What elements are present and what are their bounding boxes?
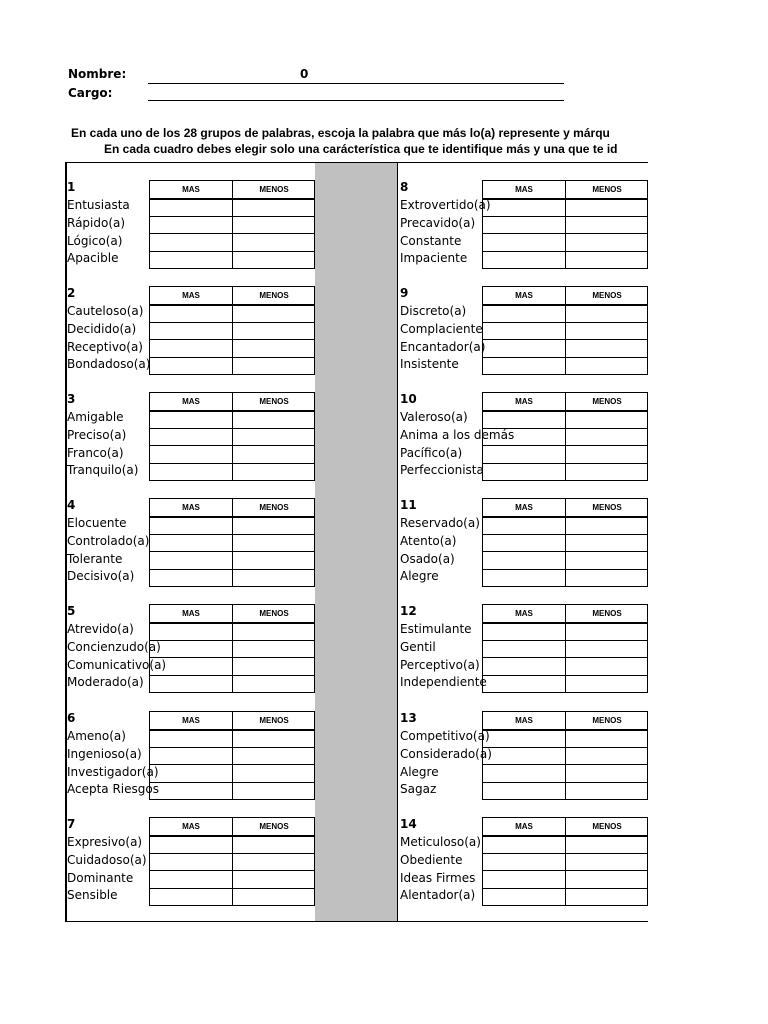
word-group-2 bbox=[67, 268, 317, 376]
mas-cell-4[interactable] bbox=[150, 783, 231, 799]
menos-cell-3[interactable] bbox=[233, 446, 314, 462]
word-option: Sagaz bbox=[400, 782, 437, 796]
answer-grid bbox=[482, 711, 648, 800]
menos-cell-2[interactable] bbox=[233, 854, 314, 870]
mas-cell-3[interactable] bbox=[150, 340, 231, 356]
mas-cell-3[interactable] bbox=[150, 234, 231, 250]
word-group-3 bbox=[67, 374, 317, 482]
word-group-4 bbox=[67, 480, 317, 588]
menos-header: MENOS bbox=[259, 609, 289, 618]
word-group-12 bbox=[400, 586, 650, 694]
word-option: Cauteloso(a) bbox=[67, 304, 144, 318]
mas-cell-1[interactable] bbox=[150, 412, 231, 428]
menos-cell-2[interactable] bbox=[566, 641, 647, 657]
word-option: Lógico(a) bbox=[67, 234, 123, 248]
menos-cell-2[interactable] bbox=[233, 641, 314, 657]
word-option: Decisivo(a) bbox=[67, 569, 135, 583]
menos-header: MENOS bbox=[259, 291, 289, 300]
menos-cell-3[interactable] bbox=[233, 552, 314, 568]
menos-cell-4[interactable] bbox=[233, 889, 314, 905]
word-option: Considerado(a) bbox=[400, 747, 492, 761]
group-number: 3 bbox=[67, 392, 76, 406]
word-option: Impaciente bbox=[400, 251, 468, 265]
word-option: Amigable bbox=[67, 410, 124, 424]
word-option: Apacible bbox=[67, 251, 119, 265]
group-number: 12 bbox=[400, 604, 417, 618]
menos-cell-3[interactable] bbox=[566, 446, 647, 462]
word-option: Perceptivo(a) bbox=[400, 658, 480, 672]
mas-header: MAS bbox=[182, 503, 200, 512]
menos-cell-4[interactable] bbox=[233, 252, 314, 268]
instructions-line-2: En cada cuadro debes elegir solo una carácterística que te identifique más y una que te id bbox=[104, 142, 618, 156]
mas-cell-1[interactable] bbox=[150, 624, 231, 640]
group-number: 14 bbox=[400, 817, 417, 831]
menos-cell-4[interactable] bbox=[566, 783, 647, 799]
word-option: Receptivo(a) bbox=[67, 340, 143, 354]
word-option: Insistente bbox=[400, 357, 459, 371]
menos-header: MENOS bbox=[592, 503, 622, 512]
answer-grid bbox=[149, 817, 315, 906]
word-option: Elocuente bbox=[67, 516, 127, 530]
mas-cell-1[interactable] bbox=[150, 200, 231, 216]
menos-cell-3[interactable] bbox=[233, 871, 314, 887]
word-option: Tolerante bbox=[67, 552, 123, 566]
mas-cell-4[interactable] bbox=[483, 570, 564, 586]
mas-cell-1[interactable] bbox=[483, 837, 564, 853]
menos-cell-1[interactable] bbox=[566, 837, 647, 853]
mas-cell-3[interactable] bbox=[150, 446, 231, 462]
mas-header: MAS bbox=[515, 503, 533, 512]
menos-cell-2[interactable] bbox=[233, 748, 314, 764]
menos-cell-2[interactable] bbox=[566, 429, 647, 445]
menos-cell-1[interactable] bbox=[566, 624, 647, 640]
mas-cell-4[interactable] bbox=[150, 570, 231, 586]
mas-cell-4[interactable] bbox=[483, 889, 564, 905]
word-group-10 bbox=[400, 374, 650, 482]
menos-cell-4[interactable] bbox=[233, 464, 314, 480]
menos-cell-4[interactable] bbox=[233, 676, 314, 692]
mas-cell-2[interactable] bbox=[483, 535, 564, 551]
menos-cell-3[interactable] bbox=[233, 658, 314, 674]
group-number: 4 bbox=[67, 498, 76, 512]
mas-cell-2[interactable] bbox=[150, 323, 231, 339]
menos-cell-1[interactable] bbox=[566, 731, 647, 747]
word-option: Estimulante bbox=[400, 622, 472, 636]
word-option: Alegre bbox=[400, 765, 439, 779]
group-number: 8 bbox=[400, 180, 409, 194]
group-number: 9 bbox=[400, 286, 409, 300]
mas-cell-4[interactable] bbox=[483, 464, 564, 480]
word-group-13 bbox=[400, 693, 650, 801]
menos-header: MENOS bbox=[259, 716, 289, 725]
menos-header: MENOS bbox=[259, 822, 289, 831]
group-number: 6 bbox=[67, 711, 76, 725]
mas-cell-2[interactable] bbox=[150, 748, 231, 764]
word-option: Extrovertido(a) bbox=[400, 198, 491, 212]
answer-grid bbox=[482, 180, 648, 269]
word-option: Gentil bbox=[400, 640, 436, 654]
word-option: Reservado(a) bbox=[400, 516, 480, 530]
menos-cell-1[interactable] bbox=[233, 200, 314, 216]
answer-grid bbox=[482, 604, 648, 693]
word-option: Ideas Firmes bbox=[400, 871, 476, 885]
menos-cell-2[interactable] bbox=[233, 429, 314, 445]
menos-cell-1[interactable] bbox=[233, 837, 314, 853]
word-group-14 bbox=[400, 799, 650, 907]
menos-cell-4[interactable] bbox=[233, 570, 314, 586]
menos-cell-3[interactable] bbox=[566, 552, 647, 568]
menos-cell-2[interactable] bbox=[566, 748, 647, 764]
menos-cell-1[interactable] bbox=[233, 624, 314, 640]
menos-cell-4[interactable] bbox=[566, 464, 647, 480]
answer-grid bbox=[149, 286, 315, 375]
word-option: Pacífico(a) bbox=[400, 446, 463, 460]
word-option: Atento(a) bbox=[400, 534, 457, 548]
answer-grid bbox=[482, 286, 648, 375]
menos-cell-1[interactable] bbox=[233, 518, 314, 534]
word-option: Osado(a) bbox=[400, 552, 455, 566]
cargo-label: Cargo: bbox=[68, 86, 113, 100]
mas-cell-3[interactable] bbox=[483, 340, 564, 356]
mas-header: MAS bbox=[515, 291, 533, 300]
answer-grid bbox=[149, 711, 315, 800]
word-option: Obediente bbox=[400, 853, 463, 867]
menos-header: MENOS bbox=[592, 822, 622, 831]
menos-cell-2[interactable] bbox=[233, 217, 314, 233]
word-group-5 bbox=[67, 586, 317, 694]
menos-cell-3[interactable] bbox=[233, 234, 314, 250]
word-option: Concienzudo(a) bbox=[67, 640, 161, 654]
word-option: Constante bbox=[400, 234, 462, 248]
menos-cell-3[interactable] bbox=[566, 658, 647, 674]
word-option: Dominante bbox=[67, 871, 134, 885]
word-option: Ingenioso(a) bbox=[67, 747, 142, 761]
mas-cell-3[interactable] bbox=[483, 552, 564, 568]
word-option: Decidido(a) bbox=[67, 322, 137, 336]
mas-cell-3[interactable] bbox=[483, 234, 564, 250]
menos-cell-3[interactable] bbox=[566, 871, 647, 887]
word-option: Alentador(a) bbox=[400, 888, 476, 902]
word-option: Rápido(a) bbox=[67, 216, 126, 230]
group-number: 11 bbox=[400, 498, 417, 512]
word-group-6 bbox=[67, 693, 317, 801]
mas-cell-3[interactable] bbox=[483, 446, 564, 462]
word-option: Discreto(a) bbox=[400, 304, 467, 318]
mas-cell-4[interactable] bbox=[483, 783, 564, 799]
nombre-value: 0 bbox=[300, 67, 309, 81]
menos-cell-3[interactable] bbox=[566, 765, 647, 781]
menos-cell-2[interactable] bbox=[566, 535, 647, 551]
group-number: 1 bbox=[67, 180, 76, 194]
word-option: Encantador(a) bbox=[400, 340, 486, 354]
mas-cell-4[interactable] bbox=[483, 358, 564, 374]
word-option: Competitivo(a) bbox=[400, 729, 490, 743]
mas-cell-1[interactable] bbox=[150, 306, 231, 322]
menos-cell-2[interactable] bbox=[233, 535, 314, 551]
nombre-line[interactable] bbox=[148, 83, 564, 84]
mas-cell-3[interactable] bbox=[150, 765, 231, 781]
answer-grid bbox=[149, 498, 315, 587]
group-number: 5 bbox=[67, 604, 76, 618]
nombre-label: Nombre: bbox=[68, 67, 127, 81]
menos-cell-4[interactable] bbox=[566, 570, 647, 586]
instructions-line-1: En cada uno de los 28 grupos de palabras, escoja la palabra que más lo(a) represente y márqu bbox=[71, 126, 610, 140]
menos-cell-1[interactable] bbox=[233, 412, 314, 428]
word-option: Precavido(a) bbox=[400, 216, 476, 230]
mas-cell-3[interactable] bbox=[483, 658, 564, 674]
menos-header: MENOS bbox=[259, 397, 289, 406]
mas-cell-1[interactable] bbox=[483, 306, 564, 322]
menos-cell-1[interactable] bbox=[233, 731, 314, 747]
mas-header: MAS bbox=[182, 291, 200, 300]
word-option: Acepta Riesgos bbox=[67, 782, 159, 796]
menos-cell-3[interactable] bbox=[566, 234, 647, 250]
word-option: Perfeccionista bbox=[400, 463, 484, 477]
menos-cell-1[interactable] bbox=[566, 200, 647, 216]
mas-cell-2[interactable] bbox=[150, 429, 231, 445]
answer-grid bbox=[149, 392, 315, 481]
menos-cell-4[interactable] bbox=[233, 783, 314, 799]
menos-cell-2[interactable] bbox=[233, 323, 314, 339]
menos-header: MENOS bbox=[592, 185, 622, 194]
mas-cell-4[interactable] bbox=[150, 358, 231, 374]
mas-cell-2[interactable] bbox=[150, 217, 231, 233]
menos-cell-2[interactable] bbox=[566, 323, 647, 339]
mas-cell-1[interactable] bbox=[150, 837, 231, 853]
word-option: Preciso(a) bbox=[67, 428, 127, 442]
menos-cell-2[interactable] bbox=[566, 217, 647, 233]
word-option: Atrevido(a) bbox=[67, 622, 134, 636]
group-number: 2 bbox=[67, 286, 76, 300]
mas-cell-4[interactable] bbox=[483, 252, 564, 268]
cargo-line[interactable] bbox=[148, 100, 564, 101]
word-group-7 bbox=[67, 799, 317, 907]
mas-cell-1[interactable] bbox=[483, 200, 564, 216]
word-option: Alegre bbox=[400, 569, 439, 583]
mas-cell-4[interactable] bbox=[150, 676, 231, 692]
menos-cell-1[interactable] bbox=[566, 412, 647, 428]
mas-header: MAS bbox=[182, 185, 200, 194]
word-option: Independiente bbox=[400, 675, 487, 689]
mas-cell-4[interactable] bbox=[150, 252, 231, 268]
mas-cell-1[interactable] bbox=[483, 518, 564, 534]
mas-cell-1[interactable] bbox=[483, 624, 564, 640]
mas-cell-1[interactable] bbox=[483, 412, 564, 428]
word-option: Expresivo(a) bbox=[67, 835, 143, 849]
mas-header: MAS bbox=[182, 397, 200, 406]
word-group-8 bbox=[400, 162, 650, 270]
word-option: Comunicativo(a) bbox=[67, 658, 167, 672]
mas-header: MAS bbox=[182, 716, 200, 725]
menos-header: MENOS bbox=[592, 291, 622, 300]
word-option: Tranquilo(a) bbox=[67, 463, 139, 477]
group-number: 7 bbox=[67, 817, 76, 831]
mas-cell-3[interactable] bbox=[150, 871, 231, 887]
word-option: Bondadoso(a) bbox=[67, 357, 151, 371]
mas-header: MAS bbox=[515, 609, 533, 618]
mas-header: MAS bbox=[182, 609, 200, 618]
menos-cell-2[interactable] bbox=[566, 854, 647, 870]
word-option: Meticuloso(a) bbox=[400, 835, 481, 849]
word-option: Ameno(a) bbox=[67, 729, 126, 743]
menos-cell-1[interactable] bbox=[566, 306, 647, 322]
answer-grid bbox=[149, 604, 315, 693]
mas-cell-3[interactable] bbox=[150, 552, 231, 568]
mas-cell-2[interactable] bbox=[150, 535, 231, 551]
mas-cell-1[interactable] bbox=[150, 518, 231, 534]
mas-header: MAS bbox=[515, 185, 533, 194]
mas-cell-2[interactable] bbox=[483, 641, 564, 657]
mas-header: MAS bbox=[515, 716, 533, 725]
word-option: Valeroso(a) bbox=[400, 410, 468, 424]
answer-grid bbox=[482, 817, 648, 906]
mas-header: MAS bbox=[182, 822, 200, 831]
menos-cell-1[interactable] bbox=[566, 518, 647, 534]
menos-cell-4[interactable] bbox=[566, 252, 647, 268]
mas-cell-2[interactable] bbox=[483, 217, 564, 233]
mas-cell-3[interactable] bbox=[483, 871, 564, 887]
word-option: Moderado(a) bbox=[67, 675, 144, 689]
mas-cell-2[interactable] bbox=[150, 641, 231, 657]
menos-cell-1[interactable] bbox=[233, 306, 314, 322]
word-option: Investigador(a) bbox=[67, 765, 159, 779]
word-option: Complaciente bbox=[400, 322, 483, 336]
mas-header: MAS bbox=[515, 397, 533, 406]
mas-cell-2[interactable] bbox=[483, 748, 564, 764]
menos-cell-3[interactable] bbox=[233, 765, 314, 781]
menos-header: MENOS bbox=[592, 397, 622, 406]
mas-cell-4[interactable] bbox=[150, 889, 231, 905]
menos-cell-3[interactable] bbox=[233, 340, 314, 356]
mas-cell-1[interactable] bbox=[150, 731, 231, 747]
word-option: Sensible bbox=[67, 888, 118, 902]
mas-header: MAS bbox=[515, 822, 533, 831]
answer-grid bbox=[482, 498, 648, 587]
word-group-1 bbox=[67, 162, 317, 270]
menos-cell-4[interactable] bbox=[566, 889, 647, 905]
separator-column bbox=[315, 163, 398, 921]
menos-header: MENOS bbox=[259, 185, 289, 194]
mas-cell-2[interactable] bbox=[150, 854, 231, 870]
answer-grid bbox=[149, 180, 315, 269]
mas-cell-2[interactable] bbox=[483, 854, 564, 870]
menos-cell-4[interactable] bbox=[233, 358, 314, 374]
word-group-11 bbox=[400, 480, 650, 588]
menos-cell-4[interactable] bbox=[566, 358, 647, 374]
mas-cell-3[interactable] bbox=[483, 765, 564, 781]
menos-header: MENOS bbox=[592, 609, 622, 618]
group-number: 13 bbox=[400, 711, 417, 725]
mas-cell-4[interactable] bbox=[150, 464, 231, 480]
menos-cell-4[interactable] bbox=[566, 676, 647, 692]
word-option: Franco(a) bbox=[67, 446, 124, 460]
word-option: Anima a los demás bbox=[400, 428, 515, 442]
word-option: Cuidadoso(a) bbox=[67, 853, 147, 867]
word-group-9 bbox=[400, 268, 650, 376]
word-option: Entusiasta bbox=[67, 198, 130, 212]
menos-cell-3[interactable] bbox=[566, 340, 647, 356]
mas-cell-4[interactable] bbox=[483, 676, 564, 692]
mas-cell-1[interactable] bbox=[483, 731, 564, 747]
word-option: Controlado(a) bbox=[67, 534, 150, 548]
menos-header: MENOS bbox=[592, 716, 622, 725]
group-number: 10 bbox=[400, 392, 417, 406]
menos-header: MENOS bbox=[259, 503, 289, 512]
mas-cell-2[interactable] bbox=[483, 323, 564, 339]
